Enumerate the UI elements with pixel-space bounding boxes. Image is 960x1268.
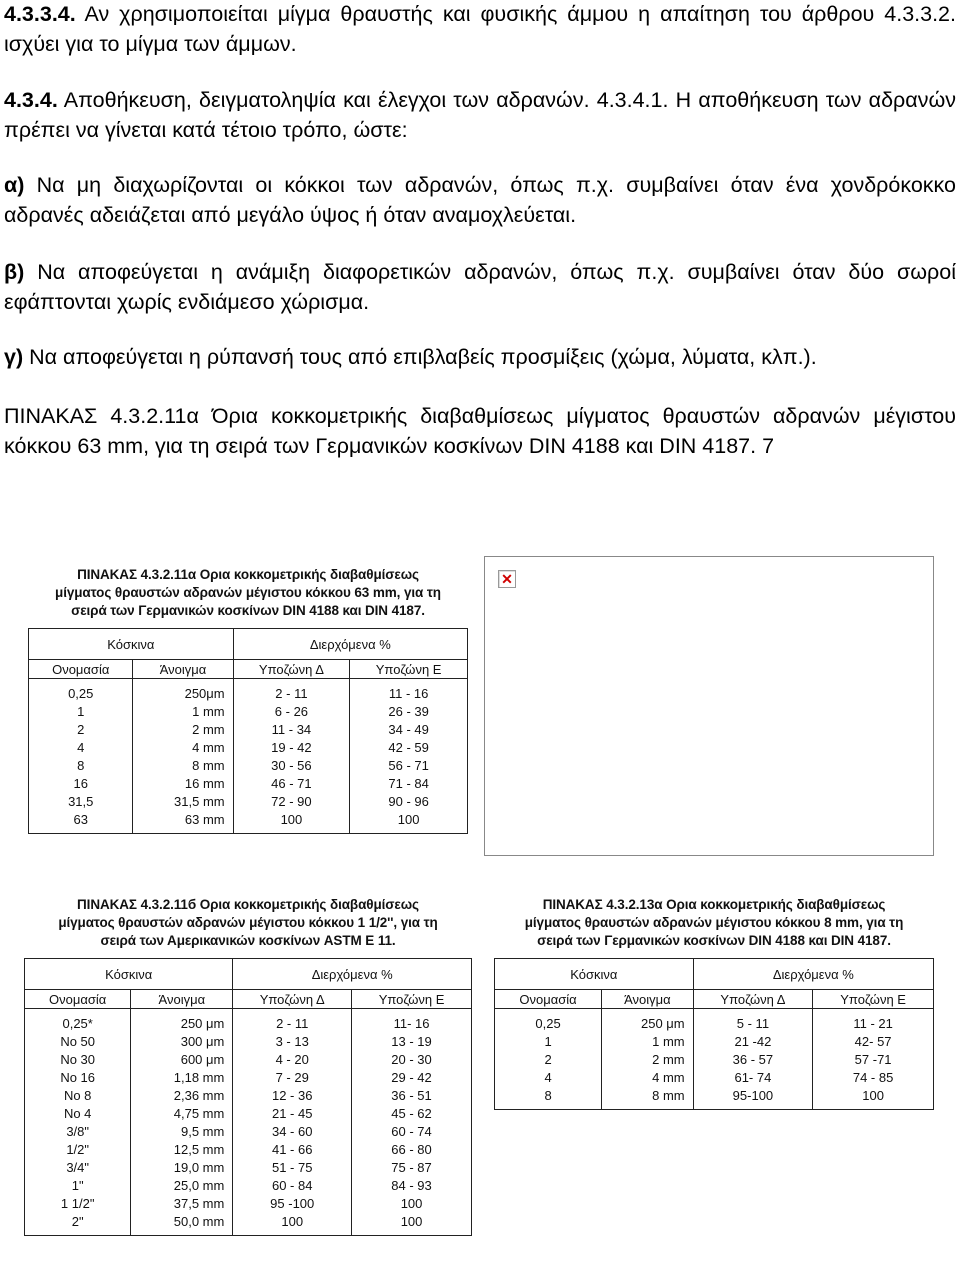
close-icon: ✕ — [501, 571, 513, 587]
table-row — [25, 1087, 472, 1105]
cell-opening: 2 mm — [133, 721, 233, 739]
cell-opening: 1 mm — [133, 703, 233, 721]
cell-name: 2 — [29, 721, 133, 739]
section-number: 4.3.4. — [4, 88, 58, 112]
cell-zone-e: 56 - 71 — [350, 757, 468, 775]
cell-zone-d: 100 — [233, 1213, 352, 1236]
cell-name: 2 — [495, 1051, 602, 1069]
cell-name: No 30 — [25, 1051, 131, 1069]
cell-opening: 63 mm — [133, 811, 233, 834]
table-row — [25, 1051, 472, 1069]
cell-name: 1/2" — [25, 1141, 131, 1159]
table-row — [495, 1009, 934, 1034]
cell-zone-d: 2 - 11 — [233, 1009, 352, 1034]
table-row — [29, 811, 468, 834]
header-zone-d: Υποζώνη Δ — [233, 990, 352, 1009]
table-row — [25, 1105, 472, 1123]
cell-opening: 12,5 mm — [131, 1141, 233, 1159]
header-zone-e: Υποζώνη Ε — [813, 990, 934, 1009]
cell-opening: 16 mm — [133, 775, 233, 793]
cell-opening: 9,5 mm — [131, 1123, 233, 1141]
grading-table — [494, 958, 934, 1110]
cell-zone-e: 100 — [813, 1087, 934, 1110]
cell-opening: 8 mm — [602, 1087, 694, 1110]
table-image-4-3-2-11b — [24, 896, 472, 1236]
table-caption — [24, 896, 472, 950]
header-opening: Άνοιγμα — [602, 990, 694, 1009]
cell-name: 8 — [29, 757, 133, 775]
caption-line: μίγματος θραυστών αδρανών μέγιστου κόκκου 8 mm, για τη — [524, 915, 904, 930]
cell-name: 0,25 — [29, 679, 133, 704]
table-row — [25, 1159, 472, 1177]
cell-name: 16 — [29, 775, 133, 793]
cell-zone-d: 95 -100 — [233, 1195, 352, 1213]
cell-zone-d: 72 - 90 — [233, 793, 350, 811]
cell-name: No 50 — [25, 1033, 131, 1051]
cell-opening: 1 mm — [602, 1033, 694, 1051]
list-item-text: Να αποφεύγεται η ανάμιξη διαφορετικών αδρανών, όπως π.χ. συμβαίνει όταν δύο σωροί εφάπτονται χωρίς ενδιάμεσο χώρισμα. — [4, 260, 956, 314]
table-image-4-3-2-13a — [494, 896, 934, 1110]
cell-zone-e: 42 - 59 — [350, 739, 468, 757]
table-caption — [494, 896, 934, 950]
cell-opening: 8 mm — [133, 757, 233, 775]
header-zone-e: Υποζώνη Ε — [350, 660, 468, 679]
cell-name: 4 — [495, 1069, 602, 1087]
cell-zone-e: 36 - 51 — [352, 1087, 472, 1105]
cell-opening: 1,18 mm — [131, 1069, 233, 1087]
cell-opening: 4 mm — [133, 739, 233, 757]
table-row — [25, 1033, 472, 1051]
table-row — [29, 703, 468, 721]
cell-zone-d: 11 - 34 — [233, 721, 350, 739]
caption-line: μίγματος θραυστών αδρανών μέγιστου κόκκου 63 mm, για τη — [55, 585, 441, 600]
cell-zone-e: 45 - 62 — [352, 1105, 472, 1123]
header-name: Ονομασία — [29, 660, 133, 679]
table-row — [25, 1069, 472, 1087]
cell-zone-e: 34 - 49 — [350, 721, 468, 739]
cell-zone-d: 7 - 29 — [233, 1069, 352, 1087]
cell-name: 3/8" — [25, 1123, 131, 1141]
table-image-4-3-2-11a — [28, 566, 468, 834]
cell-zone-d: 19 - 42 — [233, 739, 350, 757]
table-row — [29, 757, 468, 775]
cell-zone-e: 100 — [352, 1213, 472, 1236]
cell-zone-e: 42- 57 — [813, 1033, 934, 1051]
broken-image-icon — [498, 570, 516, 588]
header-sieves: Κόσκινα — [29, 629, 234, 660]
paragraph-4-3-3-4 — [4, 0, 956, 59]
paragraph-4-3-4 — [4, 86, 956, 145]
list-item-b — [4, 258, 956, 317]
cell-opening: 300 μm — [131, 1033, 233, 1051]
grading-table — [28, 628, 468, 834]
cell-zone-e: 29 - 42 — [352, 1069, 472, 1087]
header-opening: Άνοιγμα — [133, 660, 233, 679]
header-zone-e: Υποζώνη Ε — [352, 990, 472, 1009]
caption-line: σειρά των Γερμανικών κοσκίνων DIN 4188 και DIN 4187. — [537, 933, 891, 948]
broken-image-frame — [484, 556, 934, 856]
caption-line: σειρά των Αμερικανικών κοσκίνων ASTM E 11. — [100, 933, 396, 948]
header-name: Ονομασία — [25, 990, 131, 1009]
cell-zone-d: 46 - 71 — [233, 775, 350, 793]
cell-name: 1 — [495, 1033, 602, 1051]
caption-line: ΠΙΝΑΚΑΣ 4.3.2.11б Ορια κοκκομετρικής διαβαθμίσεως — [77, 897, 419, 912]
table-row — [495, 1069, 934, 1087]
cell-zone-e: 84 - 93 — [352, 1177, 472, 1195]
table-row — [495, 1087, 934, 1110]
cell-name: 3/4" — [25, 1159, 131, 1177]
cell-zone-d: 41 - 66 — [233, 1141, 352, 1159]
header-zone-d: Υποζώνη Δ — [693, 990, 813, 1009]
cell-zone-e: 11- 16 — [352, 1009, 472, 1034]
list-label: γ) — [4, 345, 24, 369]
cell-opening: 4 mm — [602, 1069, 694, 1087]
cell-zone-e: 26 - 39 — [350, 703, 468, 721]
cell-opening: 2 mm — [602, 1051, 694, 1069]
cell-opening: 250 μm — [602, 1009, 694, 1034]
cell-name: 63 — [29, 811, 133, 834]
cell-zone-d: 12 - 36 — [233, 1087, 352, 1105]
cell-zone-d: 100 — [233, 811, 350, 834]
cell-name: 1 — [29, 703, 133, 721]
table-row — [29, 721, 468, 739]
cell-name: No 16 — [25, 1069, 131, 1087]
grading-table — [24, 958, 472, 1236]
list-item-text: Να αποφεύγεται η ρύπανσή τους από επιβλαβείς προσμίξεις (χώμα, λύματα, κλπ.). — [23, 345, 817, 369]
header-opening: Άνοιγμα — [131, 990, 233, 1009]
cell-zone-d: 34 - 60 — [233, 1123, 352, 1141]
header-sieves: Κόσκινα — [25, 959, 233, 990]
list-label: β) — [4, 260, 25, 284]
header-passing: Διερχόμενα % — [233, 629, 467, 660]
table-row — [25, 1123, 472, 1141]
table-row — [25, 1195, 472, 1213]
cell-zone-d: 60 - 84 — [233, 1177, 352, 1195]
cell-zone-e: 74 - 85 — [813, 1069, 934, 1087]
table-row — [29, 793, 468, 811]
cell-opening: 50,0 mm — [131, 1213, 233, 1236]
cell-zone-d: 95-100 — [693, 1087, 813, 1110]
table-row — [495, 1033, 934, 1051]
cell-opening: 37,5 mm — [131, 1195, 233, 1213]
cell-name: 4 — [29, 739, 133, 757]
list-item-c — [4, 343, 817, 373]
cell-zone-e: 13 - 19 — [352, 1033, 472, 1051]
cell-zone-e: 90 - 96 — [350, 793, 468, 811]
cell-zone-e: 60 - 74 — [352, 1123, 472, 1141]
cell-zone-e: 11 - 21 — [813, 1009, 934, 1034]
paragraph-text: Αποθήκευση, δειγματοληψία και έλεγχοι των αδρανών. 4.3.4.1. Η αποθήκευση των αδρανών πρέπει να γίνεται κατά τέτοιο τρόπο, ώστε: — [4, 88, 956, 142]
table-caption-paragraph — [4, 402, 956, 461]
table-row — [25, 1141, 472, 1159]
paragraph-text: Αν χρησιμοποιείται μίγμα θραυστής και φυσικής άμμου η απαίτηση του άρθρου 4.3.3.2. ισχύει για το μίγμα των άμμων. — [4, 2, 956, 56]
cell-zone-d: 30 - 56 — [233, 757, 350, 775]
cell-zone-d: 2 - 11 — [233, 679, 350, 704]
table-row — [29, 775, 468, 793]
cell-name: 8 — [495, 1087, 602, 1110]
caption-line: μίγματος θραυστών αδρανών μέγιστου κόκκου 1 1/2'', για τη — [58, 915, 438, 930]
table-caption — [28, 566, 468, 620]
cell-opening: 19,0 mm — [131, 1159, 233, 1177]
table-row — [25, 1009, 472, 1034]
table-row — [25, 1213, 472, 1236]
cell-zone-e: 71 - 84 — [350, 775, 468, 793]
header-passing: Διερχόμενα % — [693, 959, 933, 990]
cell-zone-e: 100 — [352, 1195, 472, 1213]
cell-opening: 25,0 mm — [131, 1177, 233, 1195]
list-item-text: Να μη διαχωρίζονται οι κόκκοι των αδρανών, όπως π.χ. συμβαίνει όταν ένα χονδρόκοκκο αδρανές αδειάζεται από μεγάλο ύψος ή όταν αναμοχλεύεται. — [4, 173, 956, 227]
list-item-a — [4, 171, 956, 230]
table-row — [495, 1051, 934, 1069]
header-passing: Διερχόμενα % — [233, 959, 472, 990]
cell-zone-d: 61- 74 — [693, 1069, 813, 1087]
cell-name: 0,25 — [495, 1009, 602, 1034]
cell-opening: 4,75 mm — [131, 1105, 233, 1123]
table-row — [29, 739, 468, 757]
caption-line: ΠΙΝΑΚΑΣ 4.3.2.13α Ορια κοκκομετρικής διαβαθμίσεως — [542, 897, 886, 912]
caption-line: ΠΙΝΑΚΑΣ 4.3.2.11α Ορια κοκκομετρικής διαβαθμίσεως — [77, 567, 419, 582]
list-label: α) — [4, 173, 25, 197]
cell-opening: 250μm — [133, 679, 233, 704]
cell-name: No 8 — [25, 1087, 131, 1105]
section-number: 4.3.3.4. — [4, 2, 76, 26]
cell-zone-d: 51 - 75 — [233, 1159, 352, 1177]
cell-name: No 4 — [25, 1105, 131, 1123]
cell-zone-e: 57 -71 — [813, 1051, 934, 1069]
cell-opening: 31,5 mm — [133, 793, 233, 811]
cell-zone-d: 5 - 11 — [693, 1009, 813, 1034]
cell-zone-e: 11 - 16 — [350, 679, 468, 704]
caption-text: ΠΙΝΑΚΑΣ 4.3.2.11α Όρια κοκκομετρικής διαβαθμίσεως μίγματος θραυστών αδρανών μέγιστου κόκκου 63 mm, για τη σειρά των Γερμανικών κοσκίνων DIN 4188 και DIN 4187. 7 — [4, 404, 956, 458]
header-name: Ονομασία — [495, 990, 602, 1009]
cell-zone-d: 21 -42 — [693, 1033, 813, 1051]
caption-line: σειρά των Γερμανικών κοσκίνων DIN 4188 και DIN 4187. — [71, 603, 425, 618]
cell-zone-d: 36 - 57 — [693, 1051, 813, 1069]
cell-name: 2" — [25, 1213, 131, 1236]
cell-name: 0,25* — [25, 1009, 131, 1034]
cell-zone-d: 3 - 13 — [233, 1033, 352, 1051]
header-zone-d: Υποζώνη Δ — [233, 660, 350, 679]
cell-zone-d: 6 - 26 — [233, 703, 350, 721]
cell-opening: 600 μm — [131, 1051, 233, 1069]
cell-name: 1 1/2" — [25, 1195, 131, 1213]
table-row — [25, 1177, 472, 1195]
cell-zone-e: 20 - 30 — [352, 1051, 472, 1069]
cell-name: 1" — [25, 1177, 131, 1195]
cell-zone-e: 100 — [350, 811, 468, 834]
cell-opening: 250 μm — [131, 1009, 233, 1034]
header-sieves: Κόσκινα — [495, 959, 694, 990]
cell-name: 31,5 — [29, 793, 133, 811]
cell-zone-d: 4 - 20 — [233, 1051, 352, 1069]
cell-zone-e: 75 - 87 — [352, 1159, 472, 1177]
cell-zone-e: 66 - 80 — [352, 1141, 472, 1159]
cell-opening: 2,36 mm — [131, 1087, 233, 1105]
table-row — [29, 679, 468, 704]
cell-zone-d: 21 - 45 — [233, 1105, 352, 1123]
